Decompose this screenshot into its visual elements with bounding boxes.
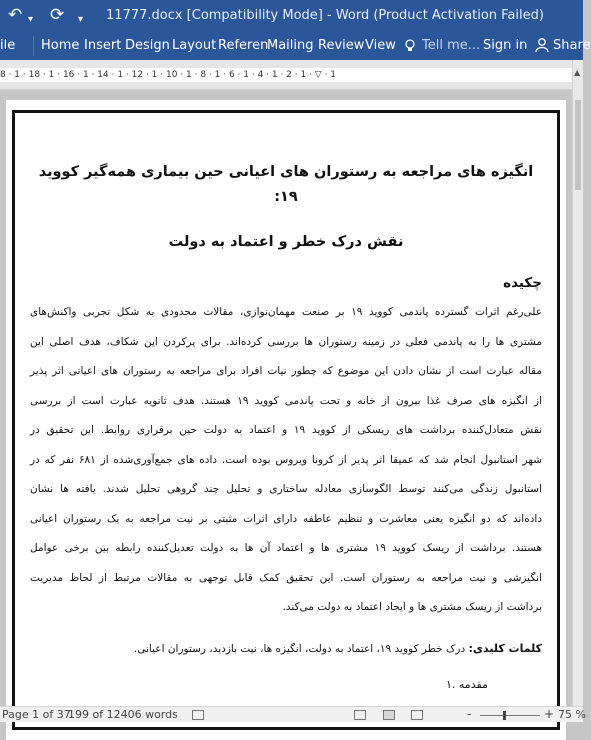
ribbon-tabs [0,32,591,60]
undo-icon[interactable]: ↶ [8,5,23,25]
tab-references[interactable]: Referen [218,38,269,53]
web-layout-icon[interactable] [411,710,423,720]
zoom-out-button[interactable]: - [467,707,472,721]
keywords-line [30,638,542,660]
tab-mailings[interactable]: Mailing [267,38,314,53]
quick-access-menu-icon[interactable]: ▾ [78,14,84,25]
ribbon-separator [33,36,34,56]
zoom-level[interactable]: 75 % [558,708,586,721]
keywords-text: درک خطر کووید ۱۹، اعتماد به دولت، انگیزه ها، نیت بازدید، رستوران اعیانی. [133,642,469,655]
tell-me-search[interactable]: Tell me... [422,38,481,53]
horizontal-ruler[interactable] [0,68,572,82]
ruler-area [0,60,583,90]
document-title-line-2: نقش درک خطر و اعتماد به دولت [168,234,404,250]
tab-layout[interactable]: Layout [172,38,217,53]
document-title-line-1: انگیزه های مراجعه به رستوران های اعیانی حین بیماری همه‌گیر کووید ۱۹: [38,164,534,205]
title-bar [0,0,583,32]
page-count[interactable]: Page 1 of 37 [2,708,71,721]
zoom-in-button[interactable]: + [544,707,555,721]
abstract-line: مشتری ها را به پاندمی فعلی در زمینه رستوران ها بررسی کرده‌اند. برای پرکردن این شکاف، هدف اصلی این [30,335,542,348]
scrollbar-thumb[interactable] [575,100,581,190]
abstract-line: از انگیزه های صرف غذا بیرون از خانه و تحت پاندمی کووید ۱۹ هستند. هدف ثانویه عبارت است از بررسی [30,394,542,407]
abstract-line: نقش متعادل‌کننده برداشت های ریسکی از کووید ۱۹ و اعتماد به دولت حین برقراری روابط. این تحقیق در [30,424,542,436]
share-button[interactable]: Share [553,38,591,53]
keywords-label: کلمات کلیدی: [468,641,542,655]
abstract-heading: چکیده [503,275,542,291]
page-content [30,124,542,660]
window-title: 11777.docx [Compatibility Mode] - Word (Product Activation Failed) [106,8,544,23]
person-icon [535,38,549,53]
scroll-up-icon[interactable]: ▲ [574,68,581,77]
sign-in-link[interactable]: Sign in [483,38,528,53]
abstract-line: مقاله عبارت است از نشان دادن این موضوع که چطور نیات افراد برای مراجعه به رستوران های اعیانی اثر پذیر [30,365,542,377]
ruler-ticks: 8 · 1 · 18 · 1 · 16 · 1 · 14 · 1 · 12 · 1 · 10 · 1 · 8 · 1 · 6 · 1 · 4 · 1 · 2 · 1 · ▽ · 1 [0,70,337,80]
undo-dropdown-icon[interactable]: ▾ [28,14,34,25]
lightbulb-icon [405,39,415,53]
document-canvas [0,90,572,706]
redo-icon[interactable]: ⟳ [50,5,65,25]
abstract-line: داده‌اند که دو انگیزه یعنی معاشرت و تنظیم عاطفه دارای اثرات مثبتی بر نیت مراجعه به یک رستوران اعیانی [30,512,542,525]
zoom-slider[interactable] [480,715,540,716]
abstract-line: هستند. برداشت از ریسک کووید ۱۹ مشتری ها و اعتماد آن ها به دولت تعدیل‌کننده رابطه بین برخی عوامل [30,542,542,554]
tab-review[interactable]: Review [318,38,365,53]
vertical-scrollbar[interactable] [572,60,583,706]
tab-file[interactable]: ile [0,38,16,53]
status-bar [0,706,586,722]
abstract-line: برداشت از ریسک مشتری ها و ایجاد اعتماد به دولت می‌کند. [282,601,542,613]
tab-home[interactable]: Home [41,38,80,53]
next-heading: ۱. مقدمه [446,678,488,691]
proofing-icon[interactable] [192,710,204,720]
abstract-line: انگیزشی و نیت مراجعه به رستوران است. این تحقیق کمک قابل توجهی به مقالات مرتبط از لحاظ مدیریت [30,571,542,584]
tab-insert[interactable]: Insert [84,38,122,53]
tab-view[interactable]: View [365,38,396,53]
tab-design[interactable]: Design [125,38,170,53]
abstract-paragraph [30,298,542,623]
abstract-line: استانبول زندگی می‌کنند توسط الگوسازی معادله ساختاری و تحلیل چند گروهی تحلیل شدند. یافته ها نشان [30,483,542,495]
abstract-line: علی‌رغم اثرات گسترده پاندمی کووید ۱۹ بر صنعت مهمان‌نوازی، مقالات محدودی به شکل تجربی واکنش‌های [30,306,542,318]
abstract-line: شهر استانبول انجام شد که عمیقا اثر پذیر از کرونا ویروس بوده است. داده های جمع‌آوری‌شده از ۶۸۱ نفر که در [30,453,542,466]
read-mode-icon[interactable] [354,710,366,720]
document-page[interactable] [6,100,566,740]
zoom-slider-thumb[interactable] [503,711,506,720]
print-layout-icon[interactable] [383,710,395,720]
word-count[interactable]: 199 of 12406 words [68,708,178,721]
